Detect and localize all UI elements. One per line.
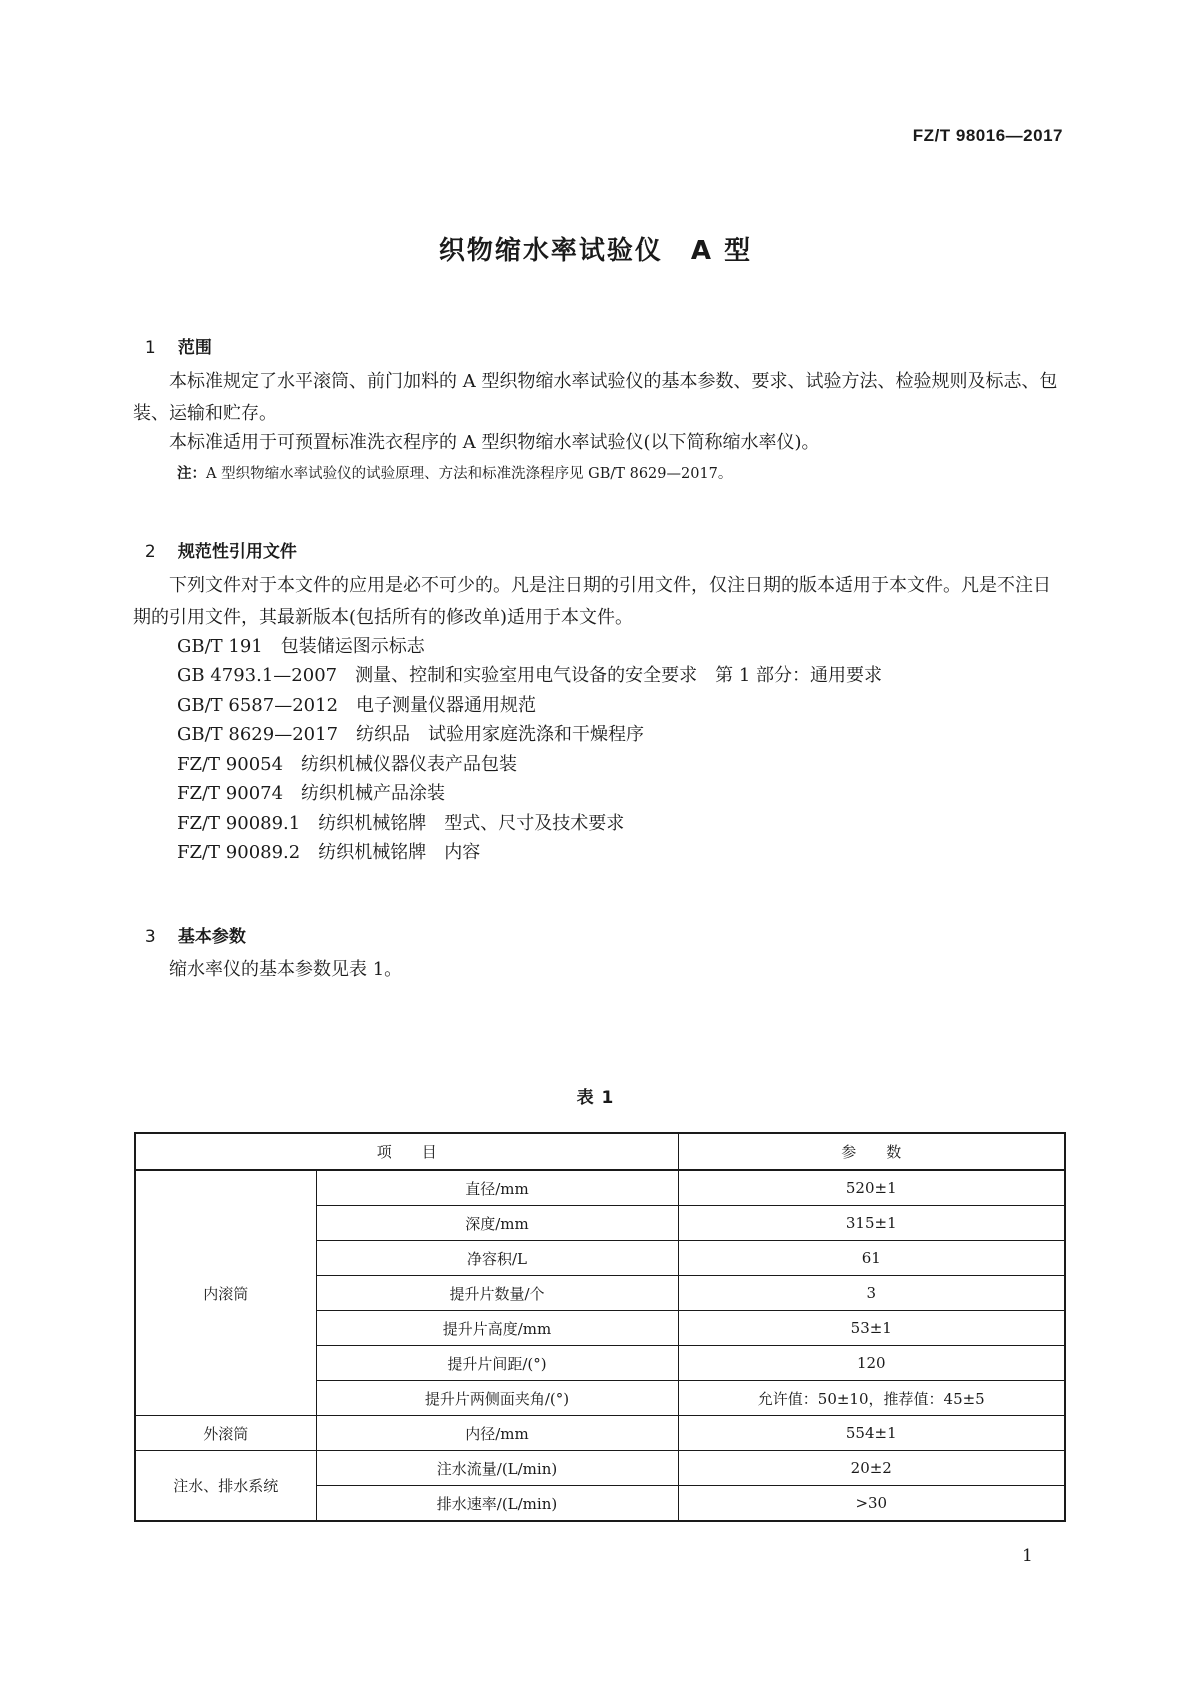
item-cell: 排水速率/(L/min) [316, 1486, 678, 1522]
standard-code: FZ/T 98016—2017 [912, 126, 1063, 145]
group-cell: 外滚筒 [135, 1416, 316, 1451]
section-1-note [177, 462, 732, 486]
reference-item: GB 4793.1—2007 测量、控制和实验室用电气设备的安全要求 第 1 部分：通用要求 [177, 665, 883, 686]
value-cell: 53±1 [678, 1311, 1065, 1346]
section-number: 3 [144, 927, 156, 947]
section-1-paragraph-2: 本标准适用于可预置标准洗衣程序的 A 型织物缩水率试验仪(以下简称缩水率仪)。 [169, 432, 820, 453]
reference-item: GB/T 8629—2017 纺织品 试验用家庭洗涤和干燥程序 [177, 724, 645, 745]
value-cell: 520±1 [678, 1170, 1065, 1206]
section-number: 1 [144, 338, 156, 358]
item-cell: 提升片两侧面夹角/(°) [316, 1381, 678, 1416]
header-item: 项 目 [135, 1133, 678, 1170]
reference-item: GB/T 191 包装储运图示标志 [177, 636, 425, 657]
page-number: 1 [1022, 1546, 1033, 1566]
note-label: 注： [177, 466, 206, 482]
header-param: 参 数 [678, 1133, 1065, 1170]
item-cell: 注水流量/(L/min) [316, 1451, 678, 1486]
item-cell: 深度/mm [316, 1206, 678, 1241]
reference-item: FZ/T 90089.1 纺织机械铭牌 型式、尺寸及技术要求 [177, 813, 625, 834]
note-text: A 型织物缩水率试验仪的试验原理、方法和标准洗涤程序见 GB/T 8629—2017。 [206, 466, 733, 482]
value-cell: 554±1 [678, 1416, 1065, 1451]
group-cell: 内滚筒 [135, 1170, 316, 1416]
value-cell: >30 [678, 1486, 1065, 1522]
table-caption: 表 1 [576, 1088, 615, 1108]
item-cell: 直径/mm [316, 1170, 678, 1206]
value-cell: 允许值：50±10，推荐值：45±5 [678, 1381, 1065, 1416]
item-cell: 提升片数量/个 [316, 1276, 678, 1311]
item-cell: 内径/mm [316, 1416, 678, 1451]
value-cell: 3 [678, 1276, 1065, 1311]
group-cell: 注水、排水系统 [135, 1451, 316, 1522]
section-3-heading [133, 902, 246, 947]
section-1-paragraph-1: 本标准规定了水平滚筒、前门加料的 A 型织物缩水率试验仪的基本参数、要求、试验方法、检验规则及标志、包装、运输和贮存。 [133, 371, 1058, 424]
table-header-row [135, 1133, 1065, 1170]
parameters-table [134, 1132, 1066, 1522]
reference-item: FZ/T 90054 纺织机械仪器仪表产品包装 [177, 754, 518, 775]
section-2-paragraph-1: 下列文件对于本文件的应用是必不可少的。凡是注日期的引用文件，仅注日期的版本适用于本文件。凡是不注日期的引用文件，其最新版本(包括所有的修改单)适用于本文件。 [133, 575, 1051, 628]
table-row [135, 1451, 1065, 1486]
item-cell: 提升片间距/(°) [316, 1346, 678, 1381]
reference-item: FZ/T 90074 纺织机械产品涂装 [177, 783, 446, 804]
section-title: 规范性引用文件 [177, 542, 297, 562]
section-number: 2 [144, 542, 156, 562]
value-cell: 120 [678, 1346, 1065, 1381]
document-title: 织物缩水率试验仪 A 型 [438, 236, 753, 266]
value-cell: 61 [678, 1241, 1065, 1276]
value-cell: 315±1 [678, 1206, 1065, 1241]
section-1-heading [133, 313, 212, 358]
item-cell: 净容积/L [316, 1241, 678, 1276]
table-row [135, 1170, 1065, 1206]
item-cell: 提升片高度/mm [316, 1311, 678, 1346]
reference-item: FZ/T 90089.2 纺织机械铭牌 内容 [177, 842, 481, 863]
table-row [135, 1416, 1065, 1451]
value-cell: 20±2 [678, 1451, 1065, 1486]
section-title: 基本参数 [177, 927, 246, 947]
section-3-paragraph-1: 缩水率仪的基本参数见表 1。 [169, 959, 403, 980]
section-title: 范围 [177, 338, 212, 358]
section-2-heading [133, 517, 297, 562]
reference-item: GB/T 6587—2012 电子测量仪器通用规范 [177, 695, 537, 716]
